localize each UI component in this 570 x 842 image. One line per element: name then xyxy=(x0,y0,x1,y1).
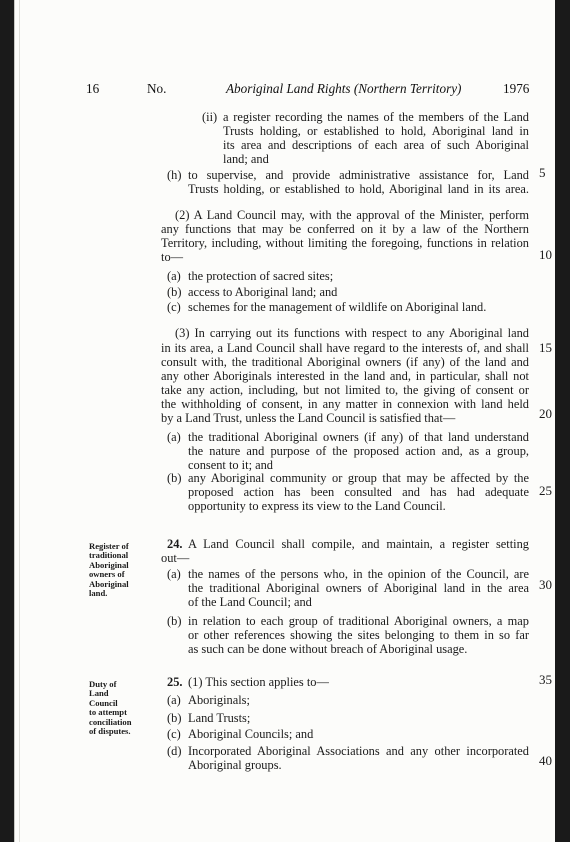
sec24-marginal-note: Register of traditional Aboriginal owners of Aboriginal land. xyxy=(89,541,129,599)
sub2-line-4: to— xyxy=(161,250,184,264)
sub3-line-3: consult with, the traditional Aboriginal owners (if any) of the land and xyxy=(161,355,529,369)
sec25-item-d-line-2: Aboriginal groups. xyxy=(188,758,282,772)
sub3-item-a-line-3: consent to it; and xyxy=(188,458,273,472)
sec24-item-a-line-1: the names of the persons who, in the opinion of the Council, are xyxy=(188,567,529,581)
sub2-line-1: (2) A Land Council may, with the approval of the Minister, perform xyxy=(175,208,529,222)
sec25-number: 25. xyxy=(167,675,183,689)
sub2-item-a-label: (a) xyxy=(167,269,181,283)
sub3-line-1: (3) In carrying out its functions with respect to any Aboriginal land xyxy=(175,326,529,340)
line-number-30: 30 xyxy=(539,577,552,592)
sub3-line-2: in its area, a Land Council shall have regard to the interests of, and shall xyxy=(161,341,529,355)
sub3-line-5: take any action, including, but not limited to, the giving of consent or xyxy=(161,383,529,397)
item-ii-line-1: a register recording the names of the members of the Land xyxy=(223,110,529,124)
line-number-10: 10 xyxy=(539,247,552,262)
sub2-item-b-text: access to Aboriginal land; and xyxy=(188,285,338,299)
sec25-marginal-note: Duty of Land Council to attempt conciliation of disputes. xyxy=(89,679,132,737)
sub2-item-a-text: the protection of sacred sites; xyxy=(188,269,334,283)
sec24-item-a-line-2: the traditional Aboriginal owners of Aboriginal land in the area xyxy=(188,581,529,595)
sec25-item-b-text: Land Trusts; xyxy=(188,711,251,725)
sub3-item-a-line-1: the traditional Aboriginal owners (if any) of that land understand xyxy=(188,430,529,444)
item-h-line-1: to supervise, and provide administrative assistance for, Land xyxy=(188,168,529,182)
page-number: 16 xyxy=(86,81,100,96)
item-h-label: (h) xyxy=(167,168,182,182)
sub3-item-a-label: (a) xyxy=(167,430,181,444)
sec25-item-a-label: (a) xyxy=(167,693,181,707)
sec25-item-d-line-1: Incorporated Aboriginal Associations and any other incorporated xyxy=(188,744,529,758)
line-number-15: 15 xyxy=(539,340,552,355)
sub3-item-b-line-1: any Aboriginal community or group that may be affected by the xyxy=(188,471,529,485)
sec25-item-d-label: (d) xyxy=(167,744,182,758)
sub3-line-7: by a Land Trust, unless the Land Council is satisfied that— xyxy=(161,411,456,425)
line-number-25: 25 xyxy=(539,483,552,498)
act-year: 1976 xyxy=(503,81,530,96)
sec24-line-2: out— xyxy=(161,551,190,565)
page xyxy=(14,0,555,842)
sub2-line-2: any functions that may be conferred on it by a law of the Northern xyxy=(161,222,529,236)
sub3-item-b-label: (b) xyxy=(167,471,182,485)
running-title: Aboriginal Land Rights (Northern Territory) xyxy=(226,81,462,96)
sub3-line-6: the withholding of consent, in any matter in connexion with land held xyxy=(161,397,529,411)
line-number-35: 35 xyxy=(539,672,552,687)
line-number-5: 5 xyxy=(539,165,546,180)
item-ii-label: (ii) xyxy=(202,110,218,124)
line-number-20: 20 xyxy=(539,406,552,421)
sec24-number: 24. xyxy=(167,537,183,551)
sec24-item-b-line-1: in relation to each group of traditional Aboriginal owners, a map xyxy=(188,614,529,628)
sec24-item-b-label: (b) xyxy=(167,614,182,628)
sec24-line-1: A Land Council shall compile, and maintain, a register setting xyxy=(188,537,529,551)
item-ii-line-4: land; and xyxy=(223,152,269,166)
sub3-line-4: any other Aboriginals interested in the land and, in particular, shall not xyxy=(161,369,529,383)
item-ii-line-2: Trusts holding, or established to hold, Aboriginal land in xyxy=(223,124,529,138)
sec24-item-b-line-2: or other references showing the sites belonging to them in so far xyxy=(188,628,529,642)
sec25-item-a-text: Aboriginals; xyxy=(188,693,250,707)
sec24-item-b-line-3: as such can be done without breach of Aboriginal usage. xyxy=(188,642,468,656)
item-h-line-2: Trusts holding, or established to hold, Aboriginal land in its area. xyxy=(188,182,529,196)
sub3-item-b-line-2: proposed action has been consulted and has had adequate xyxy=(188,485,529,499)
sec24-item-a-line-3: of the Land Council; and xyxy=(188,595,312,609)
sec25-item-b-label: (b) xyxy=(167,711,182,725)
sub3-item-b-line-3: opportunity to express its view to the Land Council. xyxy=(188,499,446,513)
sub3-item-a-line-2: the nature and purpose of the proposed action and, as a group, xyxy=(188,444,529,458)
act-number-label: No. xyxy=(147,81,167,96)
sub2-item-c-label: (c) xyxy=(167,300,181,314)
sec25-line-1: (1) This section applies to— xyxy=(188,675,329,689)
item-ii-line-3: its area and descriptions of each area of such Aboriginal xyxy=(223,138,529,152)
sub2-line-3: Territory, including, without limiting the foregoing, functions in relation xyxy=(161,236,529,250)
sec25-item-c-text: Aboriginal Councils; and xyxy=(188,727,314,741)
sub2-item-c-text: schemes for the management of wildlife on Aboriginal land. xyxy=(188,300,487,314)
sub2-item-b-label: (b) xyxy=(167,285,182,299)
sec24-item-a-label: (a) xyxy=(167,567,181,581)
line-number-40: 40 xyxy=(539,753,552,768)
sec25-item-c-label: (c) xyxy=(167,727,181,741)
